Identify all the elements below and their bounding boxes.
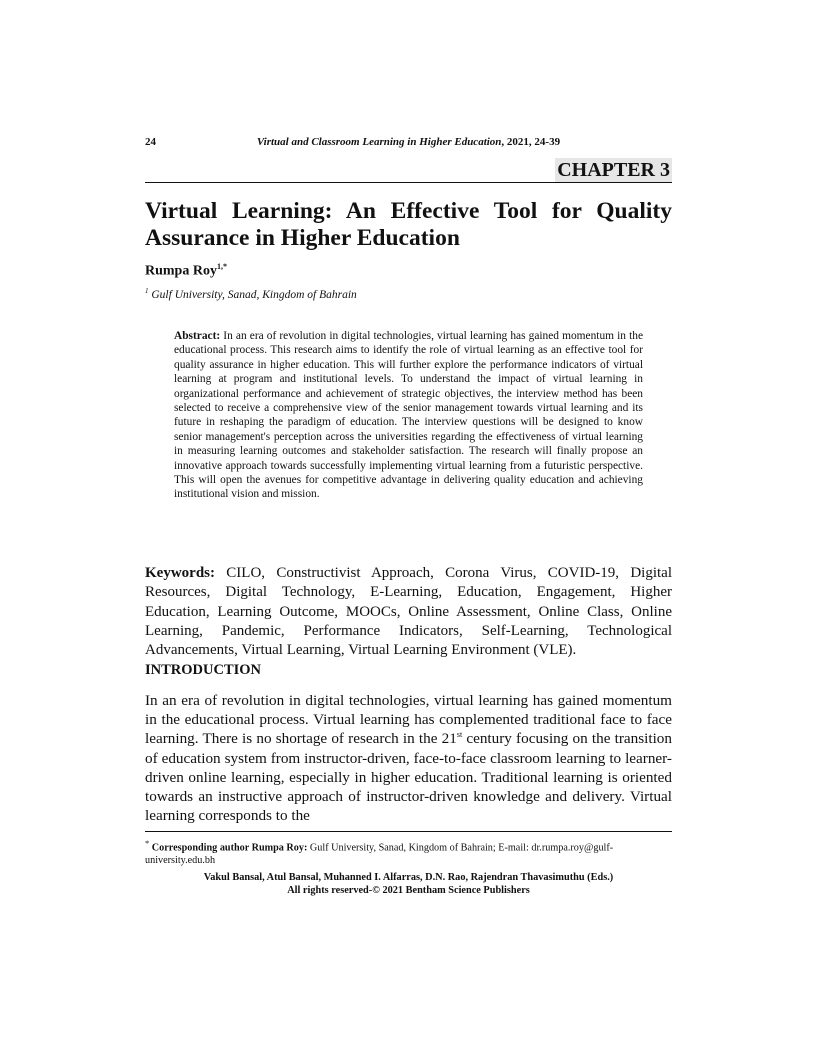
affiliation-mark: 1 [145, 287, 149, 295]
chapter-rule [145, 182, 672, 183]
journal-citation [145, 136, 672, 148]
abstract-label: Abstract: [174, 330, 221, 342]
footnote-rule [145, 831, 672, 832]
intro-text-1: In an era of revolution in digital technologies, virtual learning has gained momentum in the educational process. Virtual learning has complemented traditional face to face learning. There is no shortage of research in the 21 [145, 692, 672, 748]
paper-title: Virtual Learning: An Effective Tool for Quality Assurance in Higher Education [145, 198, 672, 251]
rights-line: All rights reserved-© 2021 Bentham Science Publishers [287, 884, 530, 896]
editors-line: Vakul Bansal, Atul Bansal, Muhanned I. Alfarras, D.N. Rao, Rajendran Thavasimuthu (Eds.) [203, 872, 614, 883]
page-number: 24 [145, 136, 156, 148]
journal-volume-pages: , 2021, 24-39 [501, 136, 561, 148]
keywords-text: CILO, Constructivist Approach, Corona Virus, COVID-19, Digital Resources, Digital Technology, E-Learning, Education, Engagement, Higher Education, Learning Outcome, MOOCs, Online Assessment, Online Class, Online Learning, Pandemic, Performance Indicators, Self-Learning, Technological Advancements, Virtual Learning, Virtual Learning Environment (VLE). [145, 565, 672, 659]
affiliation [145, 287, 357, 301]
abstract [174, 329, 643, 502]
chapter-label: CHAPTER 3 [557, 159, 670, 181]
author-line [145, 262, 227, 280]
keywords-label: Keywords: [145, 565, 215, 581]
publisher-credits [145, 872, 672, 897]
affiliation-text: Gulf University, Sanad, Kingdom of Bahrain [151, 288, 357, 301]
footnote-text: Gulf University, Sanad, Kingdom of Bahrain; E-mail: dr.rumpa.roy@gulf-university.edu.bh [145, 842, 614, 866]
section-heading-introduction: INTRODUCTION [145, 662, 262, 678]
intro-text-2: century focusing on the transition of education system from instructor-driven, face-to-face classroom learning to learner-driven online learning, especially in higher education. Traditional learning is oriented towards an instructive approach of instructor-driven knowledge and delivery. Virtual learning corresponds to the [145, 730, 672, 825]
author-marks: 1,* [216, 262, 227, 271]
footnote-label: Corresponding author Rumpa Roy: [149, 842, 308, 854]
keywords [145, 564, 672, 660]
intro-ordinal-sup: st [456, 730, 463, 740]
journal-title: Virtual and Classroom Learning in Higher Education [256, 136, 502, 148]
introduction-paragraph [145, 691, 672, 825]
author-name: Rumpa Roy [145, 263, 217, 279]
footnote [145, 837, 672, 867]
abstract-text: In an era of revolution in digital technologies, virtual learning has gained momentum in the educational process. This research aims to identify the role of virtual learning as an effective tool for quality assurance in higher education. This will further explore the performance indicators of virtual learning at program and institutional levels. To understand the impact of virtual learning in organizational performance and achievement of strategic objectives, the interview method has been selected to receive a comprehensive view of the senior management towards virtual learning and its future in reshaping the paradigm of education. The interview questions will be designed to know senior management's perception across the universities regarding the effectiveness of virtual learning in measuring learning outcomes and stakeholder satisfaction. The research will finally propose an innovative approach towards successfully implementing virtual learning from a futuristic perspective. This will open the avenues for competitive advantage in delivering quality education and achieving institutional vision and mission. [174, 330, 643, 501]
footnote-mark: * [145, 838, 150, 848]
